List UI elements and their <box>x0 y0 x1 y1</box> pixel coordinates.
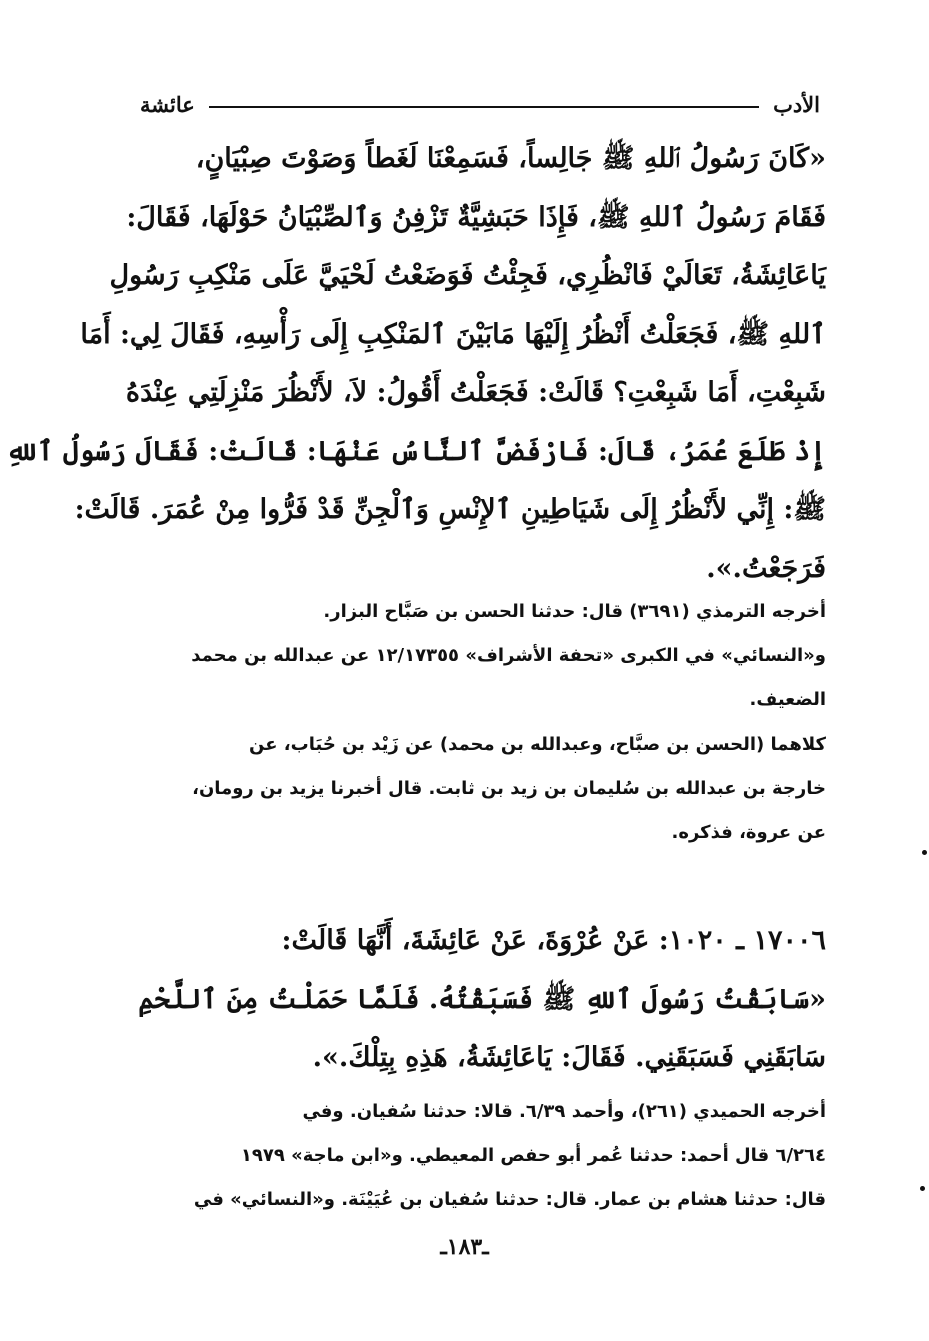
header-rule <box>209 106 759 108</box>
footnote-line: الضعيف. <box>749 689 826 710</box>
header-chapter-title: الأدب <box>773 91 820 117</box>
hadith-1-line: ﷺ: إِنِّي لأَنْظُرُ إِلَى شَيَاطِينِ ٱلإِنْسِ وَٱلْجِنِّ قَدْ فَرُّوا مِنْ عُمَرَ. قَالَتْ: <box>74 494 826 525</box>
scan-mark <box>922 850 927 855</box>
hadith-text-2 <box>130 912 826 1088</box>
hadith-1-line: يَاعَائِشَةُ، تَعَالَيْ فَانْظُرِي، فَجِئْتُ فَوَضَعْتُ لَحْيَيَّ عَلَى مَنْكِبِ رَسُولِ <box>109 260 826 291</box>
footnote-line: أخرجه الحميدي (٢٦١)، وأحمد ٦/٣٩. قالا: حدثنا سُفيان. وفي <box>302 1101 826 1122</box>
hadith-2-line: سَابَقَنِي فَسَبَقَنِي. فَقَالَ: يَاعَائِشَةُ، هَذِهِ بِتِلْكَ.». <box>312 1042 826 1073</box>
hadith-2-line: ١٧٠٠٦ ـ ١٠٢٠: عَنْ عُرْوَةَ، عَنْ عَائِشَةَ، أَنَّهَا قَالَتْ: <box>281 925 826 956</box>
hadith-1-line: فَقَامَ رَسُولُ ٱللهِ ﷺ، فَإِذَا حَبَشِيَّةٌ تَزْفِنُ وَٱلصِّبْيَانُ حَوْلَهَا، فَقَالَ: <box>126 201 826 233</box>
footnote-line: ٦/٢٦٤ قال أحمد: حدثنا عُمر أبو حفص المعيطي. و«ابن ماجة» ١٩٧٩ <box>240 1145 826 1166</box>
header-section-title: عائشة <box>140 91 195 117</box>
running-header <box>140 84 820 124</box>
footnote-line: و«النسائي» في الكبرى «تحفة الأشراف» ١٢/١٧٣٥٥ عن عبدالله بن محمد <box>191 645 826 666</box>
footnote-line: أخرجه الترمذي (٣٦٩١) قال: حدثنا الحسن بن صَبَّاح البزار. <box>323 601 826 622</box>
footnote-paragraph-1 <box>130 590 826 722</box>
hadith-text-1 <box>6 130 826 598</box>
footnote-line: خارجة بن عبدالله بن سُليمان بن زيد بن ثابت. قال أخبرنا يزيد بن رومان، <box>192 778 826 799</box>
hadith-1-line: شَبِعْتِ، أَمَا شَبِعْتِ؟ قَالَتْ: فَجَعَلْتُ أَقُولُ: لاَ، لأَنْظُرَ مَنْزِلَتِي عِنْدَهُ <box>125 377 826 408</box>
footnote-line: قال: حدثنا هشام بن عمار. قال: حدثنا سُفيان بن عُيَيْنَة. و«النسائي» في <box>193 1189 826 1210</box>
hadith-1-line: ٱللهِ ﷺ، فَجَعَلْتُ أَنْظُرُ إِلَيْهَا مَابَيْنَ ٱلمَنْكِبِ إِلَى رَأْسِهِ، فَقَالَ لِي: أَمَا <box>80 318 826 350</box>
hadith-1-line: إِذْ طَلَعَ عُمَرُ، قَالَ: فَارْفَضَّ ٱلنَّاسُ عَنْهَا: قَالَتْ: فَقَالَ رَسُولُ ٱللهِ <box>6 435 826 467</box>
page-number: ـ١٨٣ـ <box>440 1234 489 1260</box>
footnote-line: كلاهما (الحسن بن صبَّاح، وعبدالله بن محمد) عن زَيْد بن حُبَاب، عن <box>249 734 826 755</box>
hadith-1-line: «كَانَ رَسُولُ ٱللهِ ﷺ جَالِساً، فَسَمِعْنَا لَغَطاً وَصَوْتَ صِبْيَانٍ، <box>195 143 826 174</box>
scan-mark <box>920 1186 925 1191</box>
hadith-2-line: «سَابَقْتُ رَسُولَ ٱللهِ ﷺ فَسَبَقْتُهُ. فَلَمَّا حَمَلْتُ مِنَ ٱللَّحْمِ <box>138 983 826 1015</box>
footnote-line: عن عروة، فذكره. <box>671 822 826 843</box>
footnote-paragraph-2 <box>130 723 826 855</box>
footnote-paragraph-3 <box>130 1090 826 1222</box>
hadith-1-line: فَرَجَعْتُ.». <box>706 552 826 584</box>
